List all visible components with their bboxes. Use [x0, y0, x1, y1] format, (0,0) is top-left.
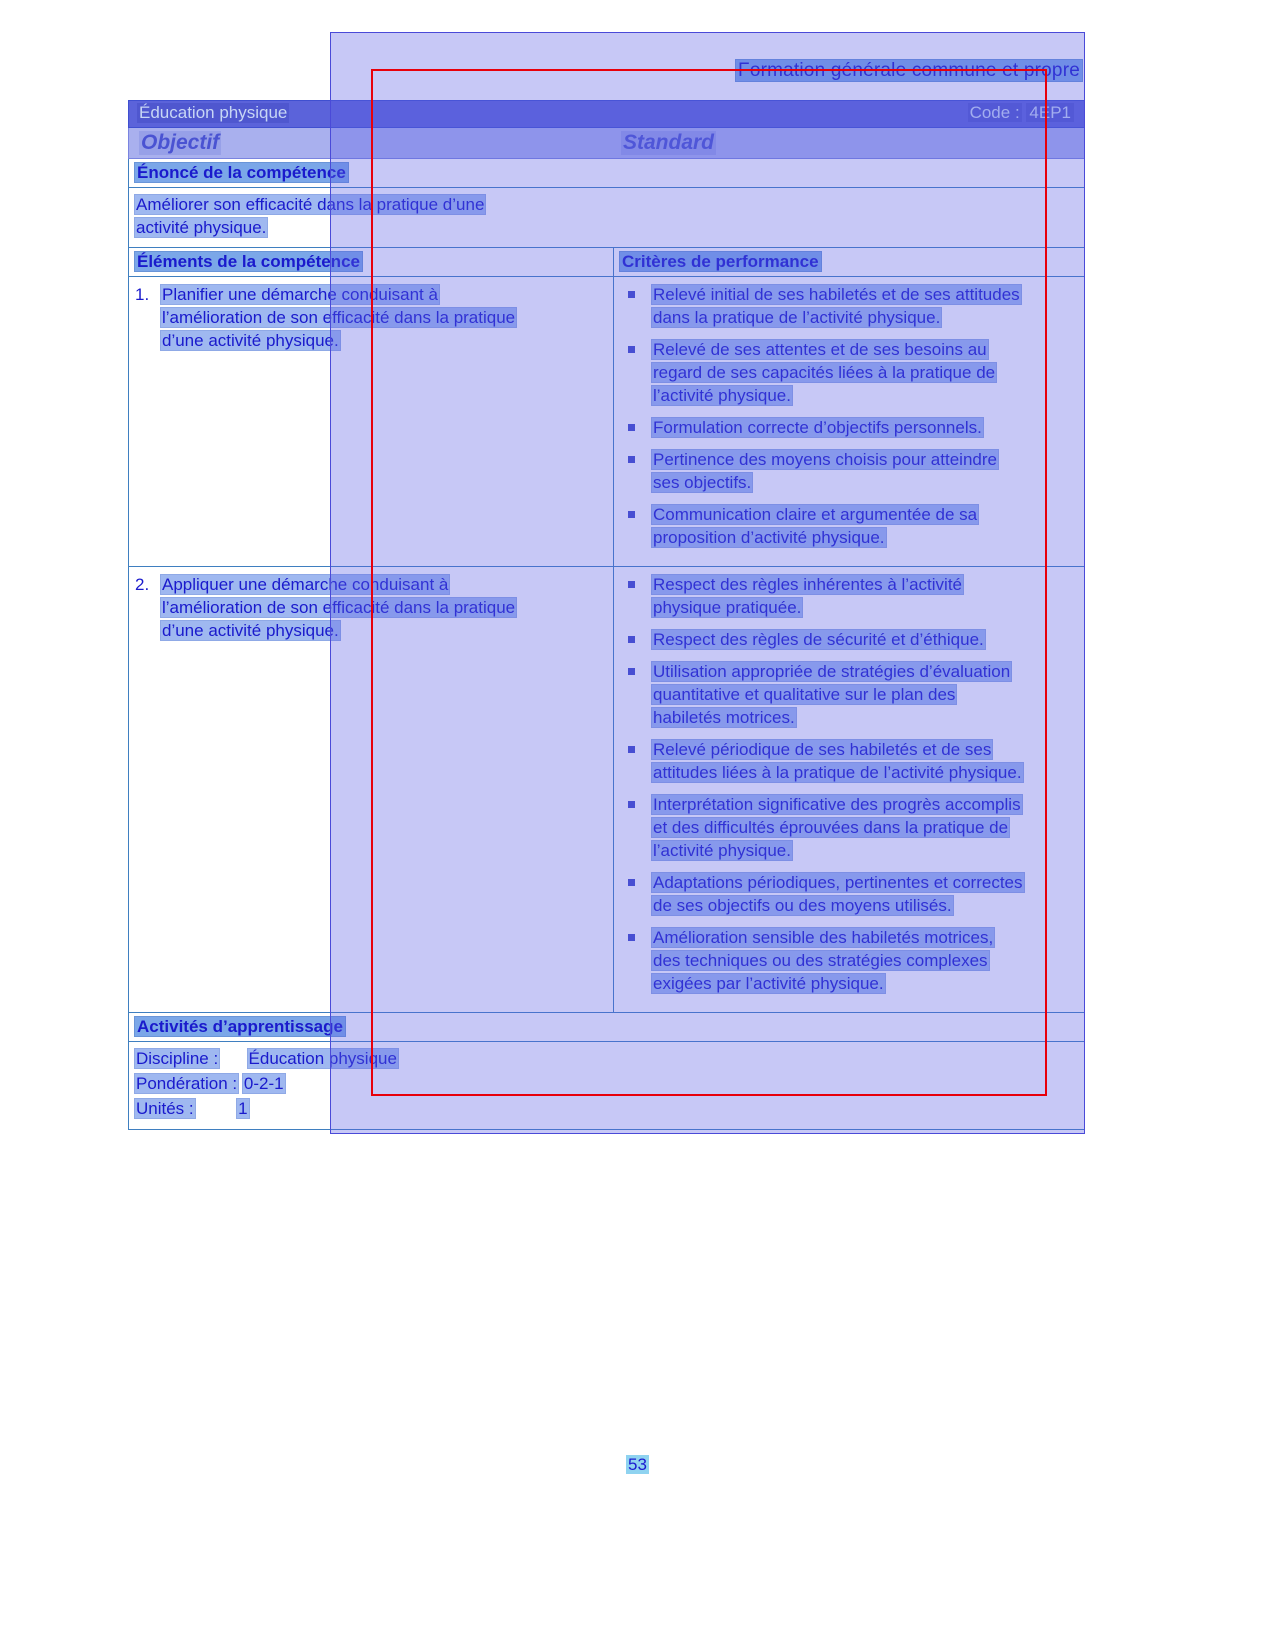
criteria-list [614, 567, 1084, 1012]
criteria-item: Respect des règles inhérentes à l’activité physique pratiquée. [624, 573, 1076, 619]
criteria-item: Relevé initial de ses habiletés et de ses attitudes dans la pratique de l’activité physique. [624, 283, 1076, 329]
objectif-standard-row [129, 128, 1085, 159]
activities-line: Unités : 1 [136, 1099, 248, 1118]
element-item [129, 277, 613, 352]
criteria-item: Pertinence des moyens choisis pour atteindre ses objectifs. [624, 448, 1076, 494]
page-header [128, 60, 1084, 100]
course-bar [129, 101, 1084, 127]
elements-header: Éléments de la compétence [137, 252, 360, 271]
statement-text [129, 188, 1084, 247]
criteria-item: Interprétation significative des progrès accomplis et des difficultés éprouvées dans la pratique de l’activité physique. [624, 793, 1076, 862]
criteria-item: Relevé périodique de ses habiletés et de ses attitudes liées à la pratique de l’activité physique. [624, 738, 1076, 784]
statement-line: Améliorer son efficacité dans la pratique d’une [136, 195, 485, 214]
activities-line: Pondération : 0-2-1 [136, 1074, 284, 1093]
activities-details [129, 1042, 1084, 1129]
criteria-item: Communication claire et argumentée de sa proposition d’activité physique. [624, 503, 1076, 549]
activities-line: Discipline : Éducation physique [136, 1049, 397, 1068]
criteria-item: Amélioration sensible des habiletés motrices, des techniques ou des stratégies complexes exigées par l’activité physique. [624, 926, 1076, 995]
element-number: 1. [135, 285, 150, 304]
element-number: 2. [135, 575, 150, 594]
competence-table [128, 100, 1085, 1130]
document-body [128, 60, 1084, 1130]
course-code-value: 4EP1 [1026, 103, 1074, 122]
statement-title: Énoncé de la compétence [137, 163, 346, 182]
competence-block-row [129, 277, 1085, 567]
standard-label: Standard [623, 131, 715, 154]
course-title: Éducation physique [139, 103, 288, 122]
criteria-item: Adaptations périodiques, pertinentes et correctes de ses objectifs ou des moyens utilisés. [624, 871, 1076, 917]
course-code [968, 103, 1074, 123]
objectif-standard-bar [129, 128, 1084, 158]
objectif-label: Objectif [141, 131, 220, 154]
criteria-header: Critères de performance [622, 252, 819, 271]
page-number: 53 [628, 1455, 647, 1474]
criteria-list [614, 277, 1084, 566]
element-text: Planifier une démarche conduisant à l’amélioration de son efficacité dans la pratique d’une activité physique. [162, 285, 516, 350]
criteria-item: Respect des règles de sécurité et d’éthique. [624, 628, 1076, 651]
statement-line: activité physique. [136, 218, 267, 237]
criteria-item: Relevé de ses attentes et de ses besoins au regard de ses capacités liées à la pratique de l’activité physique. [624, 338, 1076, 407]
activities-detail-row [129, 1042, 1085, 1130]
criteria-item: Formulation correcte d’objectifs personnels. [624, 416, 1076, 439]
activities-title-row [129, 1013, 1085, 1042]
table-header-row [129, 248, 1085, 277]
statement-text-row [129, 188, 1085, 248]
activities-title: Activités d’apprentissage [137, 1017, 343, 1036]
course-bar-row [129, 101, 1085, 128]
element-text: Appliquer une démarche conduisant à l’amélioration de son efficacité dans la pratique d’une activité physique. [162, 575, 516, 640]
statement-title-row [129, 159, 1085, 188]
course-code-label: Code : [969, 103, 1020, 122]
page-header-text: Formation générale commune et propre [738, 60, 1080, 81]
criteria-item: Utilisation appropriée de stratégies d’évaluation quantitative et qualitative sur le plan des habiletés motrices. [624, 660, 1076, 729]
element-item [129, 567, 613, 642]
competence-block-row [129, 567, 1085, 1013]
